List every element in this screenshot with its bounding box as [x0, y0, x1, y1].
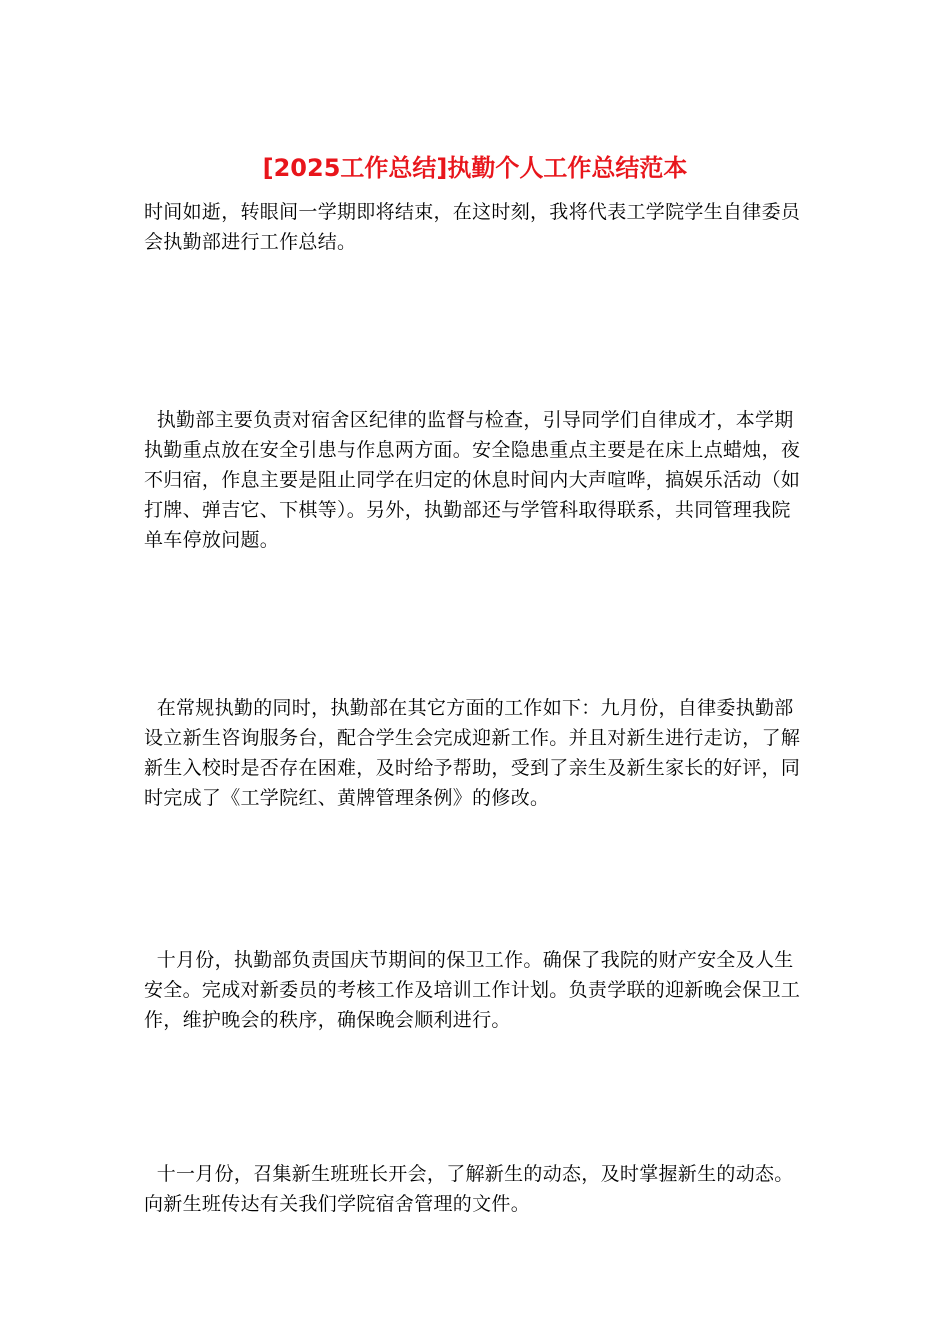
paragraph-intro: 时间如逝，转眼间一学期即将结束，在这时刻，我将代表工学院学生自律委员会执勤部进行工作总结。: [144, 201, 801, 253]
paragraph-september: 在常规执勤的同时，执勤部在其它方面的工作如下：九月份，自律委执勤部设立新生咨询服务台，配合学生会完成迎新工作。并且对新生进行走访，了解新生入校时是否存在困难，及时给予帮助，受到了亲生及新生家长的好评，同时完成了《工学院红、黄牌管理条例》的修改。: [144, 697, 801, 809]
paragraph-november: 十一月份，召集新生班班长开会，了解新生的动态，及时掌握新生的动态。向新生班传达有关我们学院宿舍管理的文件。: [144, 1163, 794, 1215]
paragraph-duties: 执勤部主要负责对宿舍区纪律的监督与检查，引导同学们自律成才，本学期执勤重点放在安全引患与作息两方面。安全隐患重点主要是在床上点蜡烛，夜不归宿，作息主要是阻止同学在归定的休息时间内大声喧哗，搞娱乐活动（如打牌、弹吉它、下棋等）。另外，执勤部还与学管科取得联系，共同管理我院单车停放问题。: [144, 409, 801, 551]
paragraph-october: 十月份，执勤部负责国庆节期间的保卫工作。确保了我院的财产安全及人生安全。完成对新委员的考核工作及培训工作计划。负责学联的迎新晚会保卫工作，维护晚会的秩序，确保晚会顺利进行。: [144, 949, 801, 1031]
document-title: [2025工作总结]执勤个人工作总结范本: [262, 154, 688, 182]
